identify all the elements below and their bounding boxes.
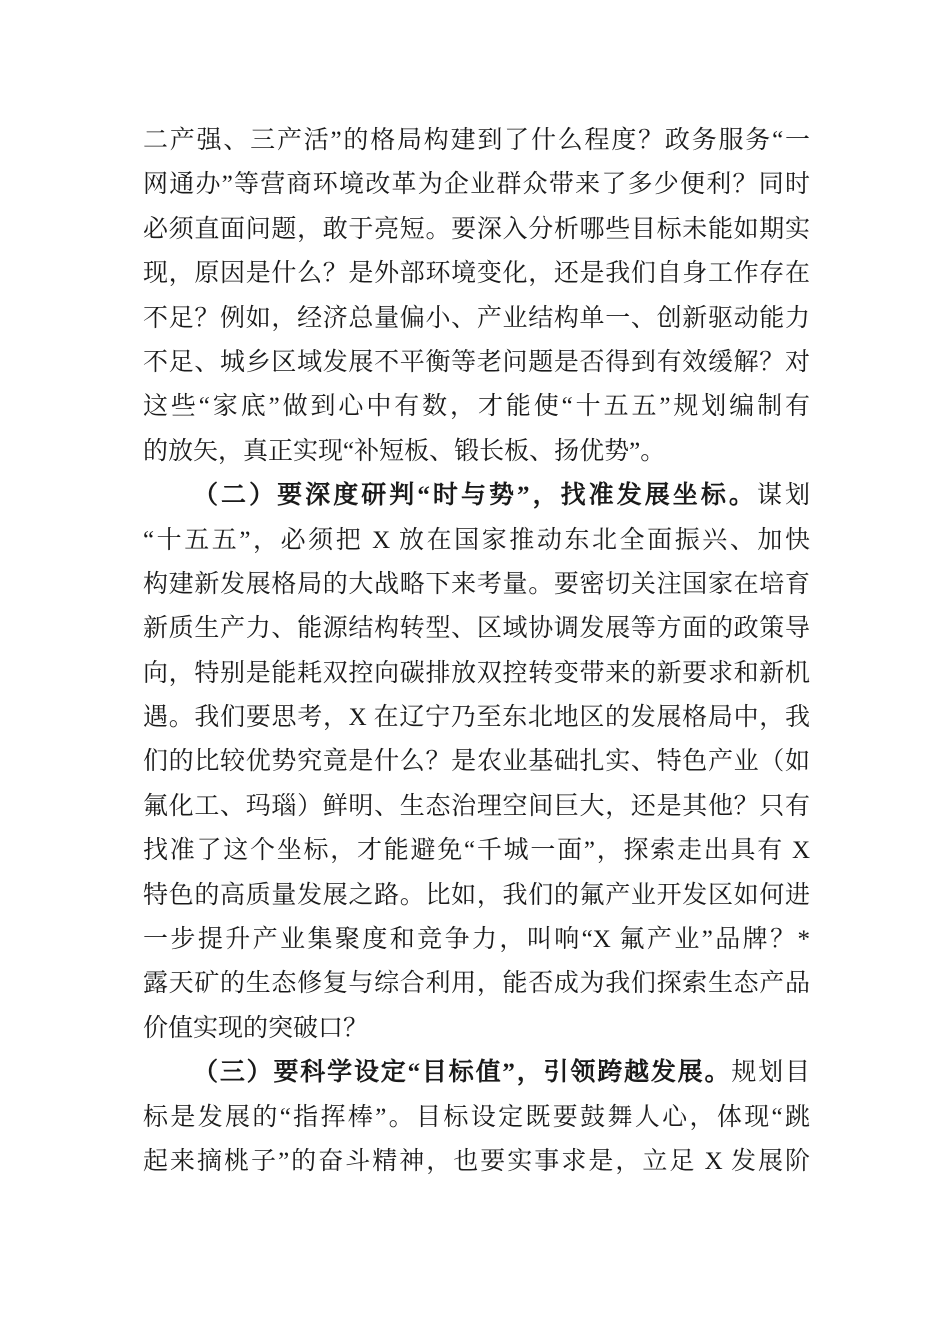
text-line xyxy=(143,1051,810,1095)
text-line xyxy=(143,163,810,207)
text-segment: 现，原因是什么？是外部环境变化，还是我们自身工作存在 xyxy=(143,260,810,288)
text-segment: 构建新发展格局的大战略下来考量。要密切关注国家在培育 xyxy=(143,570,810,598)
text-line xyxy=(143,430,810,474)
text-segment: 标是发展的“指挥棒”。目标设定既要鼓舞人心，体现“跳 xyxy=(143,1103,810,1131)
text-line xyxy=(143,252,810,296)
text-segment: 新质生产力、能源结构转型、区域协调发展等方面的政策导 xyxy=(143,615,810,643)
text-line xyxy=(143,918,810,962)
text-line xyxy=(143,740,810,784)
text-line xyxy=(143,208,810,252)
text-segment: 二产强、三产活”的格局构建到了什么程度？政务服务“一 xyxy=(143,127,810,154)
para-section-3 xyxy=(143,1051,810,1184)
text-line xyxy=(143,341,810,385)
text-segment: 谋划 xyxy=(756,482,810,510)
text-segment: 们的比较优势究竟是什么？是农业基础扎实、特色产业（如 xyxy=(143,748,810,776)
para-section-2 xyxy=(143,474,810,1051)
text-segment: 不足？例如，经济总量偏小、产业结构单一、创新驱动能力 xyxy=(143,304,810,332)
text-line xyxy=(143,874,810,918)
text-line xyxy=(143,829,810,873)
text-segment: 不足、城乡区域发展不平衡等老问题是否得到有效缓解？对 xyxy=(143,348,810,376)
document-text-block xyxy=(143,119,810,1184)
text-segment: 网通办”等营商环境改革为企业群众带来了多少便利？同时 xyxy=(143,171,810,199)
bold-heading-segment: （二）要深度研判“时与势”，找准发展坐标。 xyxy=(193,482,757,510)
text-segment: 找准了这个坐标，才能避免“千城一面”，探索走出具有 X xyxy=(143,837,810,865)
text-segment: “十五五”，必须把 X 放在国家推动东北全面振兴、加快 xyxy=(143,526,810,554)
text-line xyxy=(143,962,810,1006)
text-line xyxy=(143,1007,810,1051)
text-segment: 这些“家底”做到心中有数，才能使“十五五”规划编制有 xyxy=(143,393,810,421)
text-line xyxy=(143,607,810,651)
text-line xyxy=(143,785,810,829)
text-line xyxy=(143,696,810,740)
text-segment: 氟化工、玛瑙）鲜明、生态治理空间巨大，还是其他？只有 xyxy=(143,792,810,820)
text-segment: 规划目 xyxy=(731,1059,810,1087)
bold-heading-segment: （三）要科学设定“目标值”，引领跨越发展。 xyxy=(193,1059,732,1087)
text-segment: 向，特别是能耗双控向碳排放双控转变带来的新要求和新机 xyxy=(143,659,810,687)
text-line xyxy=(143,563,810,607)
text-line xyxy=(143,652,810,696)
text-line xyxy=(143,474,810,518)
text-line xyxy=(143,1096,810,1140)
text-segment: 一步提升产业集聚度和竞争力，叫响“X 氟产业”品牌？* xyxy=(143,926,810,954)
text-line xyxy=(143,119,810,163)
text-segment: 价值实现的突破口？ xyxy=(143,1014,369,1042)
text-segment: 必须直面问题，敢于亮短。要深入分析哪些目标未能如期实 xyxy=(143,215,810,243)
text-line xyxy=(143,385,810,429)
text-line xyxy=(143,1140,810,1184)
text-segment: 露天矿的生态修复与综合利用，能否成为我们探索生态产品 xyxy=(143,970,810,998)
text-segment: 特色的高质量发展之路。比如，我们的氟产业开发区如何进 xyxy=(143,881,810,909)
para-continuation xyxy=(143,119,810,474)
text-segment: 起来摘桃子”的奋斗精神，也要实事求是，立足 X 发展阶 xyxy=(143,1147,810,1175)
text-line xyxy=(143,519,810,563)
text-segment: 的放矢，真正实现“补短板、锻长板、扬优势”。 xyxy=(143,437,666,465)
text-segment: 遇。我们要思考，X 在辽宁乃至东北地区的发展格局中，我 xyxy=(143,704,810,732)
text-line xyxy=(143,297,810,341)
